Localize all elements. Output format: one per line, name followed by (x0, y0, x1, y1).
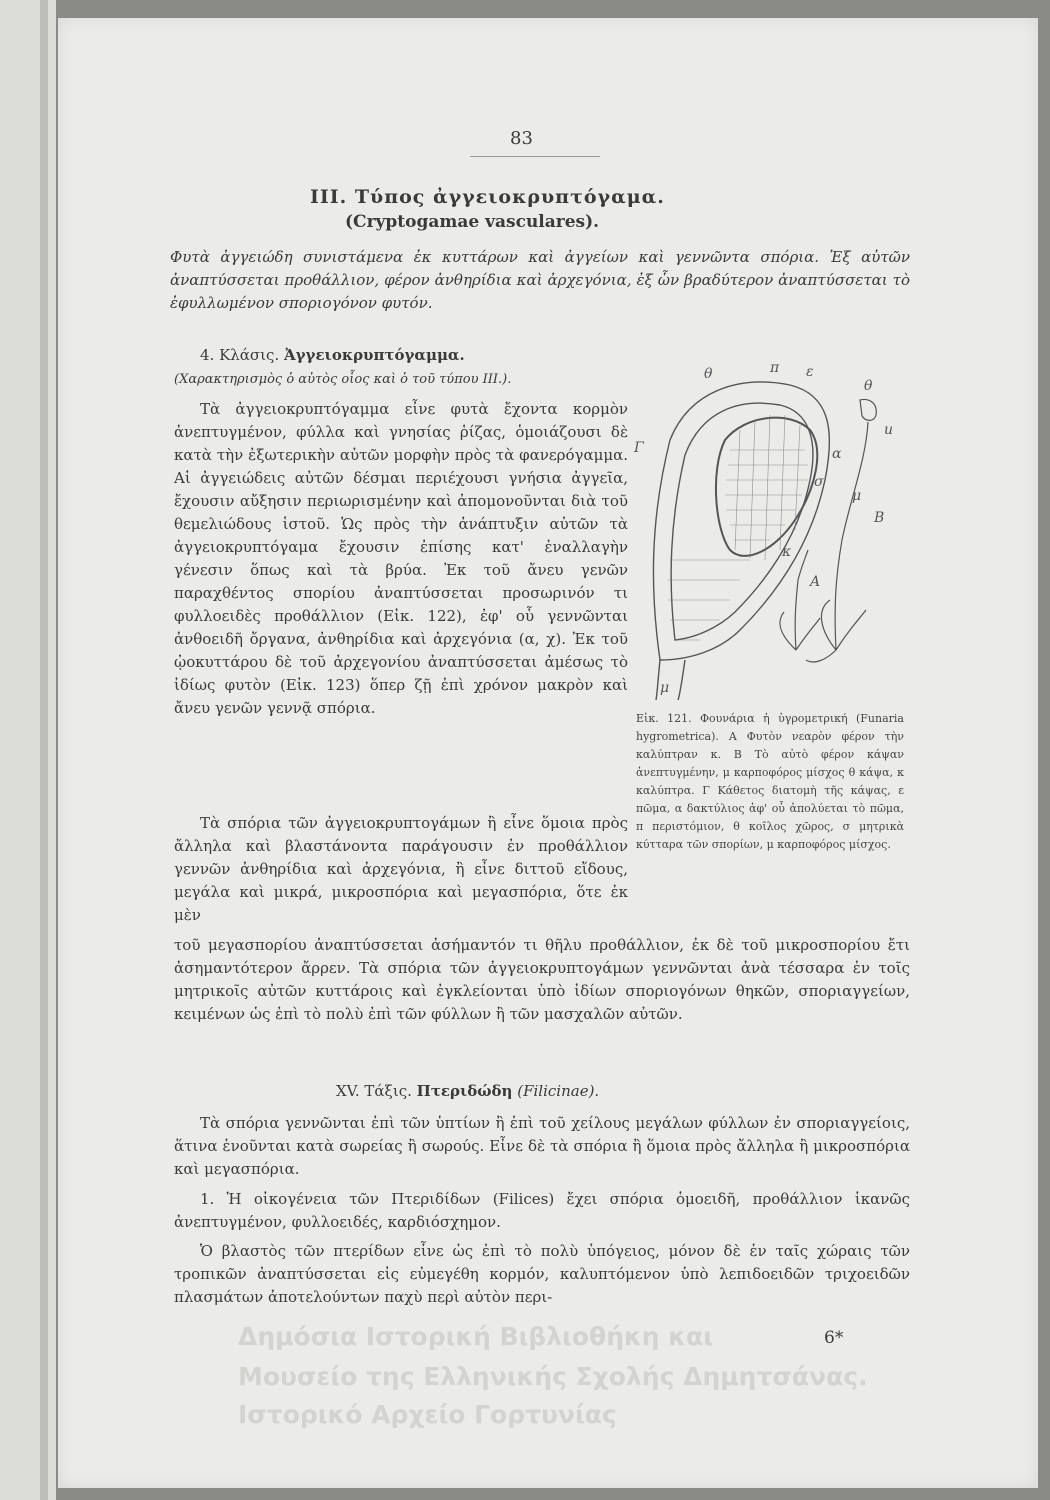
figure-caption: Εἰκ. 121. Φουνάρια ἡ ὑγρομετρική (Funaria hygrometrica). Α Φυτὸν νεαρὸν φέρον τὴν καλύπτραν κ. Β Τὸ αὐτὸ φέρον κάψαν ἀνεπτυγμένην, μ καρποφόρος μίσχος θ κάψα, κ καλύπτρα. Γ Κάθετος διατομὴ τῆς κάψας, ε πῶμα, α δακτύλιος ἀφ' οὗ ἀπολύεται τὸ πῶμα, π περιστόμιον, θ κοῖλος χῶρος, σ μητρικὰ κύτταρα τῶν σπορίων, μ καρποφόρος μίσχος. (636, 712, 904, 851)
class-number: 4. Κλάσις. (200, 346, 280, 364)
svg-text:Β: Β (874, 510, 885, 526)
watermark-line-3: Ιστορικό Αρχείο Γορτυνίας (238, 1400, 617, 1429)
watermark-line-2: Μουσείο της Ελληνικής Σχολής Δημητσάνας. (238, 1362, 868, 1391)
watermark-line-1: Δημόσια Ιστορική Βιβλιοθήκη και (238, 1322, 713, 1351)
order-heading (336, 1080, 836, 1103)
signature-mark: 6* (824, 1328, 844, 1348)
class-heading (200, 344, 620, 367)
section-subtitle: (Cryptogamae vasculares). (345, 212, 600, 232)
svg-text:σ: σ (814, 474, 824, 490)
moss-capsule-illustration (630, 360, 910, 700)
paragraph-1: Τὰ ἀγγειοκρυπτόγαμμα εἶνε φυτὰ ἔχοντα κορμὸν ἀνεπτυγμένον, φύλλα καὶ γνησίας ῥίζας, ὁμοιάζουσι δὲ κατὰ τὴν ἐξωτερικὴν αὐτῶν μορφὴν πρὸς τὰ φανερόγαμμα. Αἱ ἀγγειώδεις αὐτῶν δέσμαι περιέχουσι γνήσια ἀγγεῖα, ἔχουσιν αὔξησιν περιωρισμένην καὶ ἀπομονοῦνται διὰ τοῦ θεμελιώδους ἱστοῦ. Ὡς πρὸς τὴν ἀνάπτυξιν αὐτῶν τὰ ἀγγειοκρυπτόγαμα ἔχουσιν ἐπίσης κατ' ἐναλλαγὴν γένεσιν ὅπως καὶ τὰ βρύα. Ἐκ τοῦ ἄνευ γενῶν παραχθέντος σπορίου ἀναπτύσσεται προσωρινόν τι φυλλοειδὲς προθάλλιον (Εἰκ. 122), ἐφ' οὗ γεννῶνται ἀνθοειδῆ ὄργανα, ἀνθηρίδια καὶ ἀρχεγόνια (α, χ). Ἐκ τοῦ ᾠοκυττάρου δὲ τοῦ ἀρχεγονίου ἀναπτύσσεται ἀμέσως τὸ ἰδίως φυτὸν (Εἰκ. 123) ὅπερ ζῇ ἐπὶ χρόνον μακρὸν καὶ ἄνευ γενῶν γεννᾷ σπόρια. (174, 400, 628, 717)
class-note: (Χαρακτηρισμὸς ὁ αὐτὸς οἷος καὶ ὁ τοῦ τύπου III.). (174, 372, 512, 387)
paragraph-2-continued: τοῦ μεγασπορίου ἀναπτύσσεται ἀσήμαντόν τι θῆλυ προθάλλιον, ἐκ δὲ τοῦ μικροσπορίου ἔτι ἀσημαντότερον ἄρρεν. Τὰ σπόρια τῶν ἀγγειοκρυπτογάμων γεννῶνται ἀνὰ τέσσαρα ἐν τοῖς μητρικοῖς αὐτῶν κυττάροις καὶ ἐγκλείονται ὑπὸ ἰδίων σποριογόνων θηκῶν, σποριαγγείων, κειμένων ὡς ἐπὶ τὸ πολὺ ἐπὶ τῶν φύλλων ἢ τῶν μασχαλῶν αὐτῶν. (174, 936, 910, 1023)
svg-text:Γ: Γ (634, 440, 644, 456)
svg-text:ε: ε (806, 364, 814, 380)
page-number: 83 (510, 128, 533, 149)
svg-text:μ: μ (660, 680, 670, 696)
order-number: XV. Τάξις. (336, 1082, 412, 1100)
svg-text:θ: θ (864, 378, 873, 394)
paragraph-5: Ὁ βλαστὸς τῶν πτερίδων εἶνε ὡς ἐπὶ τὸ πολὺ ὑπόγειος, μόνον δὲ ἐν ταῖς χώραις τῶν τροπικῶν ἀναπτύσσεται εἰς εὐμεγέθη κορμόν, καλυπτόμενον ὑπὸ λεπιδοειδῶν τριχοειδῶν πλασμάτων ἀποτελούντων παχὺ περὶ αὐτὸν περι- (174, 1242, 910, 1306)
svg-text:κ: κ (782, 544, 792, 560)
order-name: Πτεριδώδη (416, 1082, 513, 1100)
svg-text:u: u (884, 422, 894, 438)
paragraph-3: Τὰ σπόρια γεννῶνται ἐπὶ τῶν ὑπτίων ἢ ἐπὶ τοῦ χείλους μεγάλων φύλλων ἐν σποριαγγείοις, ἅτινα ἑνοῦνται κατὰ σωρείας ἢ σωρούς. Εἶνε δὲ τὰ σπόρια ἢ ὅμοια πρὸς ἄλληλα ἢ μικροσπόρια καὶ μεγασπόρια. (174, 1114, 910, 1178)
svg-text:θ: θ (704, 366, 713, 382)
page-gutter-shadow (40, 0, 48, 1500)
order-latin-name: (Filicinae). (517, 1082, 600, 1100)
page-number-rule (470, 156, 600, 157)
svg-text:Α: Α (810, 574, 821, 590)
svg-text:μ: μ (852, 488, 862, 504)
class-name: Ἀγγειοκρυπτόγαμμα. (284, 346, 465, 364)
section-title: III. Τύπος ἀγγειοκρυπτόγαμα. (310, 186, 665, 208)
intro-paragraph: Φυτὰ ἀγγειώδη συνιστάμενα ἐκ κυττάρων καὶ ἀγγείων καὶ γεννῶντα σπόρια. Ἐξ αὐτῶν ἀναπτύσσεται προθάλλιον, φέρον ἀνθηρίδια καὶ ἀρχεγόνια, ἐξ ὧν βραδύτερον ἀναπτύσσεται τὸ ἐφυλλωμένον σποριογόνον φυτόν. (170, 248, 910, 312)
svg-text:α: α (832, 446, 842, 462)
paragraph-2: Τὰ σπόρια τῶν ἀγγειοκρυπτογάμων ἢ εἶνε ὅμοια πρὸς ἄλληλα καὶ βλαστάνοντα παράγουσιν ἐν προθάλλιον γεννῶν ἀνθηρίδια καὶ ἀρχεγόνια, ἢ εἶνε διττοῦ εἴδους, μεγάλα καὶ μικρά, μικροσπόρια καὶ μεγασπόρια, ὅτε ἐκ μὲν (174, 814, 628, 924)
paragraph-4: 1. Ἡ οἰκογένεια τῶν Πτεριδίδων (Filices) ἔχει σπόρια ὁμοειδῆ, προθάλλιον ἱκανῶς ἀνεπτυγμένον, φυλλοειδές, καρδιόσχημον. (174, 1190, 910, 1231)
svg-text:π: π (770, 360, 780, 376)
